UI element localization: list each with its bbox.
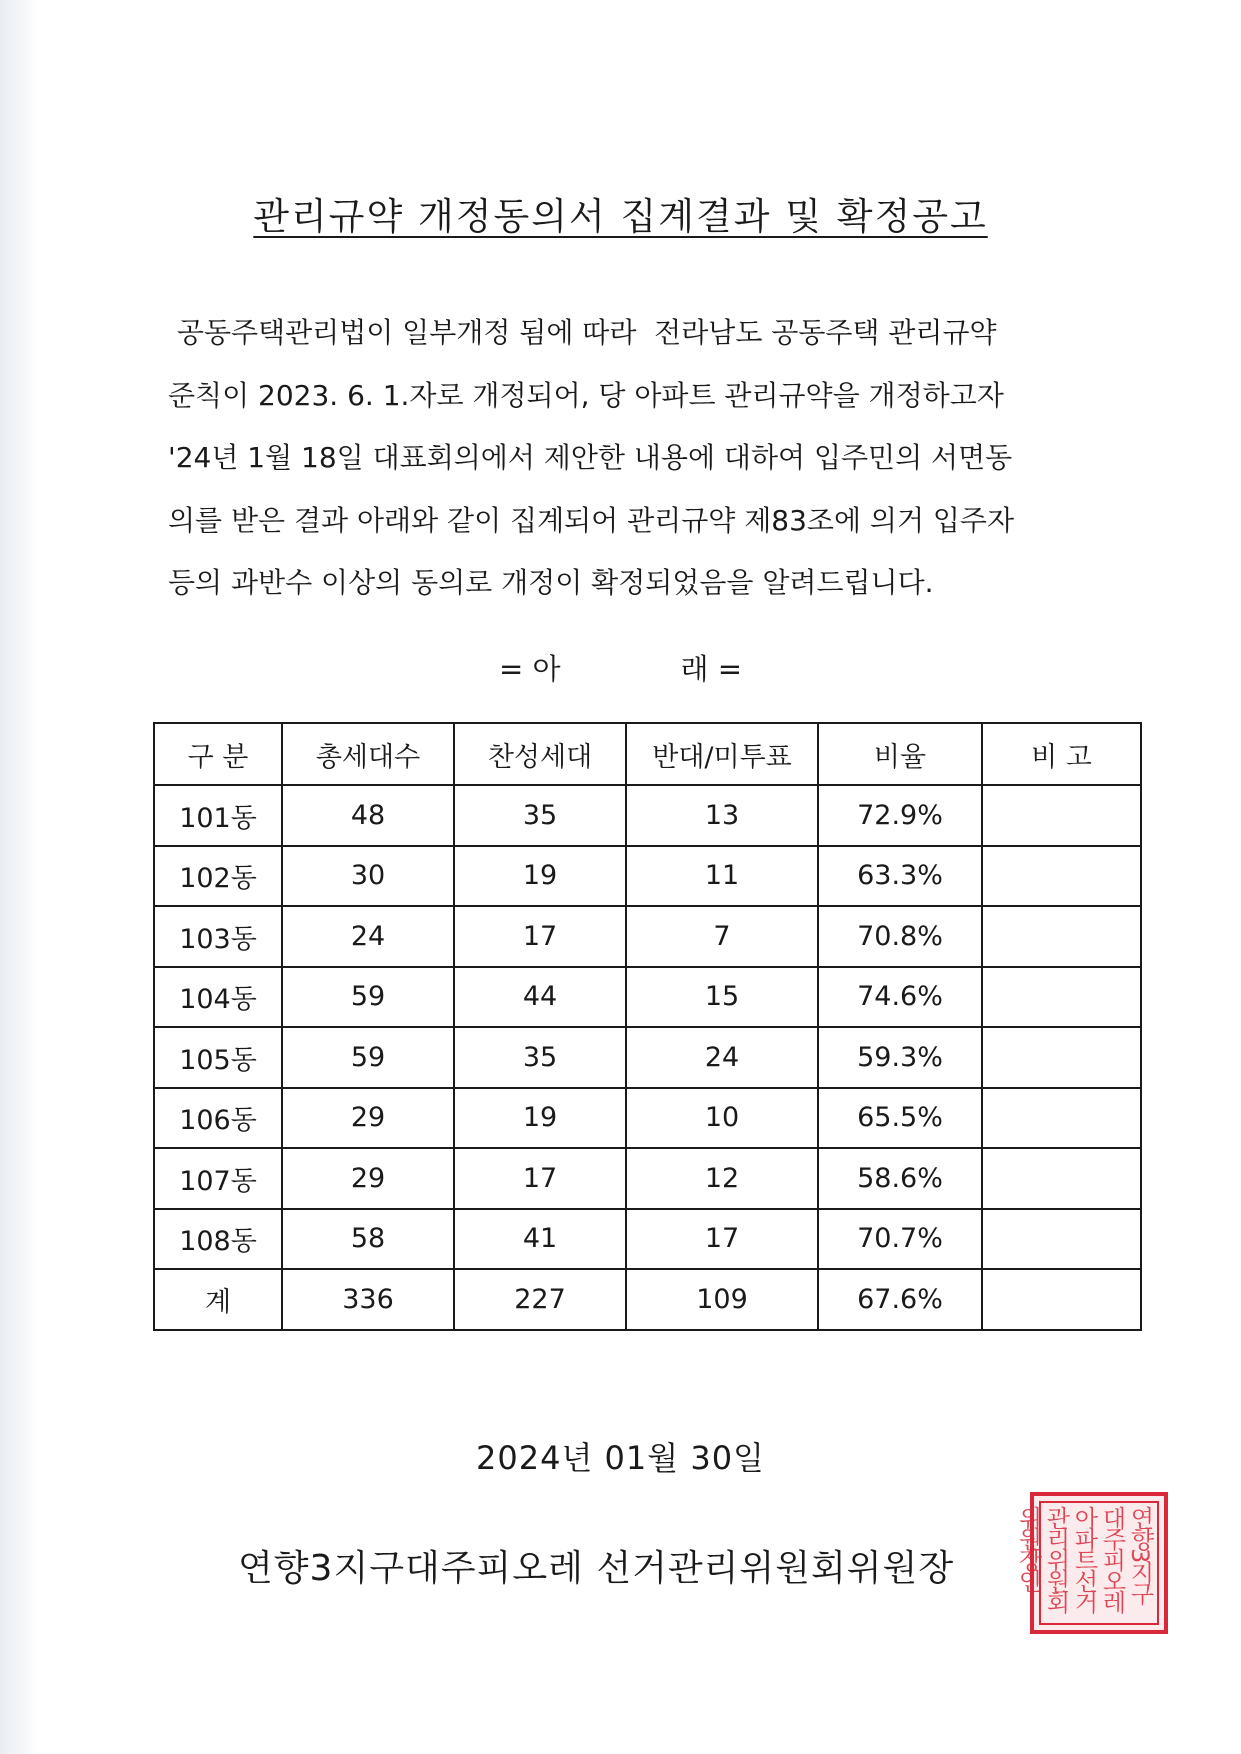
- cell-remarks: [982, 846, 1141, 907]
- signatory: 연향3지구대주피오레 선거관리위원회위원장: [238, 1548, 955, 1589]
- cell-division: 103동: [154, 906, 282, 967]
- header-division: 구 분: [154, 723, 282, 785]
- cell-remarks: [982, 1209, 1141, 1270]
- table-total-row: [154, 1269, 1141, 1330]
- cell-oppose: 15: [626, 967, 818, 1028]
- official-seal: [1014, 1492, 1168, 1634]
- cell-division: 104동: [154, 967, 282, 1028]
- cell-ratio: 72.9%: [818, 785, 982, 846]
- body-line: 의를 받은 결과 아래와 같이 집계되어 관리규약 제83조에 의거 입주자: [168, 503, 1015, 537]
- cell-oppose: 24: [626, 1027, 818, 1088]
- cell-approve: 19: [454, 1088, 626, 1149]
- header-ratio: 비율: [818, 723, 982, 785]
- cell-oppose: 7: [626, 906, 818, 967]
- body-line: 준칙이 2023. 6. 1.자로 개정되어, 당 아파트 관리규약을 개정하고자: [168, 378, 1004, 412]
- cell-remarks: [982, 1027, 1141, 1088]
- cell-ratio: 70.8%: [818, 906, 982, 967]
- cell-oppose: 13: [626, 785, 818, 846]
- document-title-text: 관리규약 개정동의서 집계결과 및 확정공고: [253, 195, 988, 238]
- cell-division: 105동: [154, 1027, 282, 1088]
- cell-remarks: [982, 1269, 1141, 1330]
- cell-total: 30: [282, 846, 454, 907]
- cell-division: 106동: [154, 1088, 282, 1149]
- table-row: [154, 1027, 1141, 1088]
- cell-total: 59: [282, 967, 454, 1028]
- seal-glyphs: 연향3지구대주피오레아파트선거관리위원회위원장인: [1014, 1506, 1154, 1611]
- cell-ratio: 67.6%: [818, 1269, 982, 1330]
- cell-remarks: [982, 785, 1141, 846]
- cell-oppose: 12: [626, 1148, 818, 1209]
- header-remarks: 비 고: [982, 723, 1141, 785]
- table-row: [154, 1148, 1141, 1209]
- cell-total: 59: [282, 1027, 454, 1088]
- body-line: 공동주택관리법이 일부개정 됨에 따라 전라남도 공동주택 관리규약: [168, 316, 997, 349]
- cell-division: 107동: [154, 1148, 282, 1209]
- cell-remarks: [982, 1148, 1141, 1209]
- cell-remarks: [982, 906, 1141, 967]
- table-row: [154, 1088, 1141, 1149]
- cell-total: 24: [282, 906, 454, 967]
- cell-division: 108동: [154, 1209, 282, 1270]
- cell-remarks: [982, 967, 1141, 1028]
- table-row: [154, 1209, 1141, 1270]
- cell-oppose: 17: [626, 1209, 818, 1270]
- cell-approve: 41: [454, 1209, 626, 1270]
- cell-ratio: 65.5%: [818, 1088, 982, 1149]
- cell-oppose: 109: [626, 1269, 818, 1330]
- scan-left-edge: [0, 0, 38, 1754]
- notice-body: [168, 302, 1128, 615]
- document-title: [0, 186, 1241, 240]
- section-heading-left: = 아: [498, 652, 561, 686]
- section-heading: [0, 647, 1241, 688]
- cell-ratio: 70.7%: [818, 1209, 982, 1270]
- cell-total: 29: [282, 1088, 454, 1149]
- cell-oppose: 11: [626, 846, 818, 907]
- cell-approve: 227: [454, 1269, 626, 1330]
- notice-date: 2024년 01월 30일: [476, 1439, 765, 1477]
- table-header-row: [154, 723, 1141, 785]
- cell-approve: 19: [454, 846, 626, 907]
- cell-ratio: 58.6%: [818, 1148, 982, 1209]
- body-line: 등의 과반수 이상의 동의로 개정이 확정되었음을 알려드립니다.: [168, 566, 934, 599]
- cell-total: 29: [282, 1148, 454, 1209]
- cell-ratio: 74.6%: [818, 967, 982, 1028]
- cell-total: 58: [282, 1209, 454, 1270]
- cell-oppose: 10: [626, 1088, 818, 1149]
- cell-approve: 44: [454, 967, 626, 1028]
- cell-approve: 35: [454, 785, 626, 846]
- header-total-households: 총세대수: [282, 723, 454, 785]
- body-line: '24년 1월 18일 대표회의에서 제안한 내용에 대하여 입주민의 서면동: [168, 441, 1013, 474]
- cell-division: 101동: [154, 785, 282, 846]
- cell-division: 계: [154, 1269, 282, 1330]
- cell-approve: 17: [454, 906, 626, 967]
- cell-total: 48: [282, 785, 454, 846]
- cell-division: 102동: [154, 846, 282, 907]
- cell-total: 336: [282, 1269, 454, 1330]
- cell-approve: 35: [454, 1027, 626, 1088]
- table-row: [154, 906, 1141, 967]
- header-oppose-novote: 반대/미투표: [626, 723, 818, 785]
- table-row: [154, 785, 1141, 846]
- cell-ratio: 59.3%: [818, 1027, 982, 1088]
- tally-table: [153, 722, 1142, 1331]
- table-row: [154, 967, 1141, 1028]
- table-row: [154, 846, 1141, 907]
- cell-approve: 17: [454, 1148, 626, 1209]
- section-heading-right: 래 =: [680, 652, 743, 686]
- header-approve: 찬성세대: [454, 723, 626, 785]
- cell-ratio: 63.3%: [818, 846, 982, 907]
- cell-remarks: [982, 1088, 1141, 1149]
